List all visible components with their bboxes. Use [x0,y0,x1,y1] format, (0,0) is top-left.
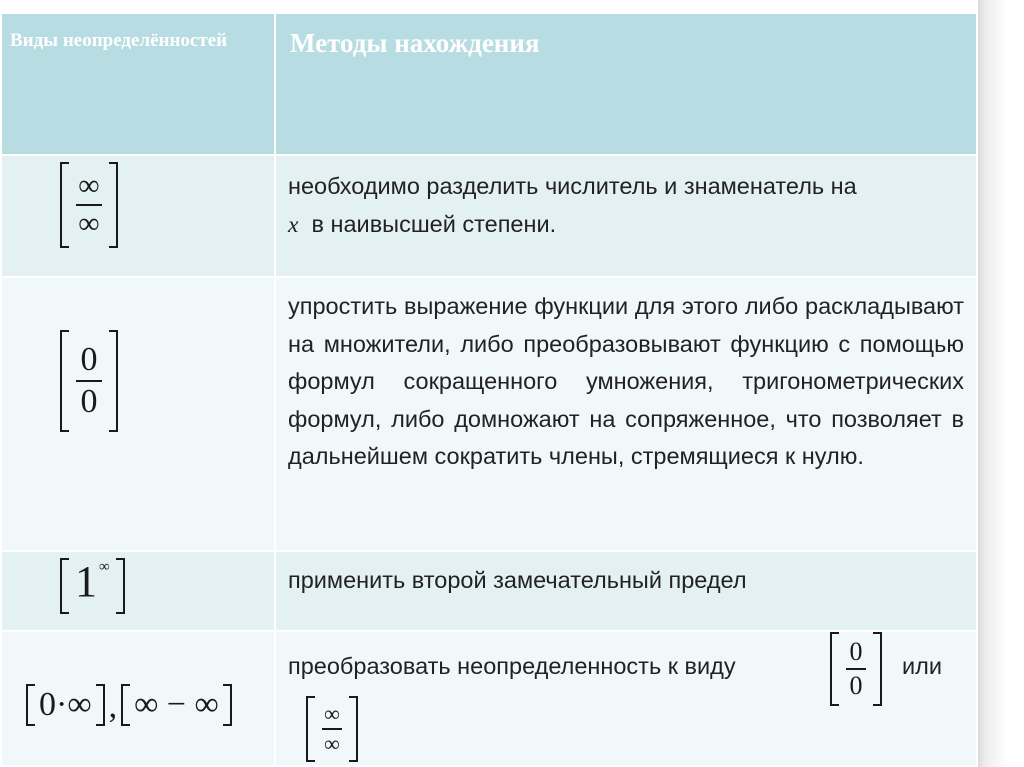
base: 1 [75,557,97,606]
method-cell [275,155,977,277]
type-cell [1,631,275,766]
method-text: преобразовать неопределенность к виду [288,653,736,679]
power-one-to-inf [60,558,125,614]
type-cell [1,551,275,631]
table-header-row [1,13,977,155]
table-row [1,155,977,277]
method-cell [275,551,977,631]
form-inf-minus-inf: ∞ − ∞ [121,684,232,726]
fraction-zero-over-zero-small: $\frac{0}{0}$ [830,632,882,706]
table-row [1,631,977,766]
header-types-label: Виды неопределённостей [10,30,228,51]
exponent: ∞ [99,559,110,575]
or-word: или [902,653,942,679]
fraction-zero-over-zero [60,330,118,432]
header-cell-methods [275,13,977,155]
type-cell [1,277,275,551]
form-zero-times-inf: 0·∞ [26,684,105,726]
table-row [1,551,977,631]
method-text: применить второй замечательный предел [288,567,747,593]
type-cell [1,155,275,277]
method-text: упростить выражение функции для этого либо раскладывают на множители, либо преобразовывают функцию с помощью формул сокращенного умножения, тригонометрических формул, либо домножают на сопряженное, что позволяет в дальнейшем сократить члены, стремящиеся к нулю. [288,293,964,469]
fraction-inf-over-inf [60,162,118,248]
uncertainty-methods-table [0,12,978,767]
header-cell-types [1,13,275,155]
denominator: 0 [80,383,98,420]
numerator: ∞ [78,169,100,202]
table-row [1,277,977,551]
denominator: ∞ [78,207,100,240]
slide-edge-shadow [978,0,1024,767]
variable-x: x [288,211,299,238]
method-cell [275,631,977,766]
numerator: 0 [80,341,98,378]
method-text: необходимо разделить числитель и знаменатель на x в наивысшей степени. [288,173,857,238]
fraction-inf-over-inf-small: $\frac{\infty}{\infty}$ [306,696,358,762]
indeterminate-forms: 0·∞ , ∞ − ∞ [26,684,232,726]
method-cell [275,277,977,551]
header-methods-label: Методы нахождения [290,28,540,58]
